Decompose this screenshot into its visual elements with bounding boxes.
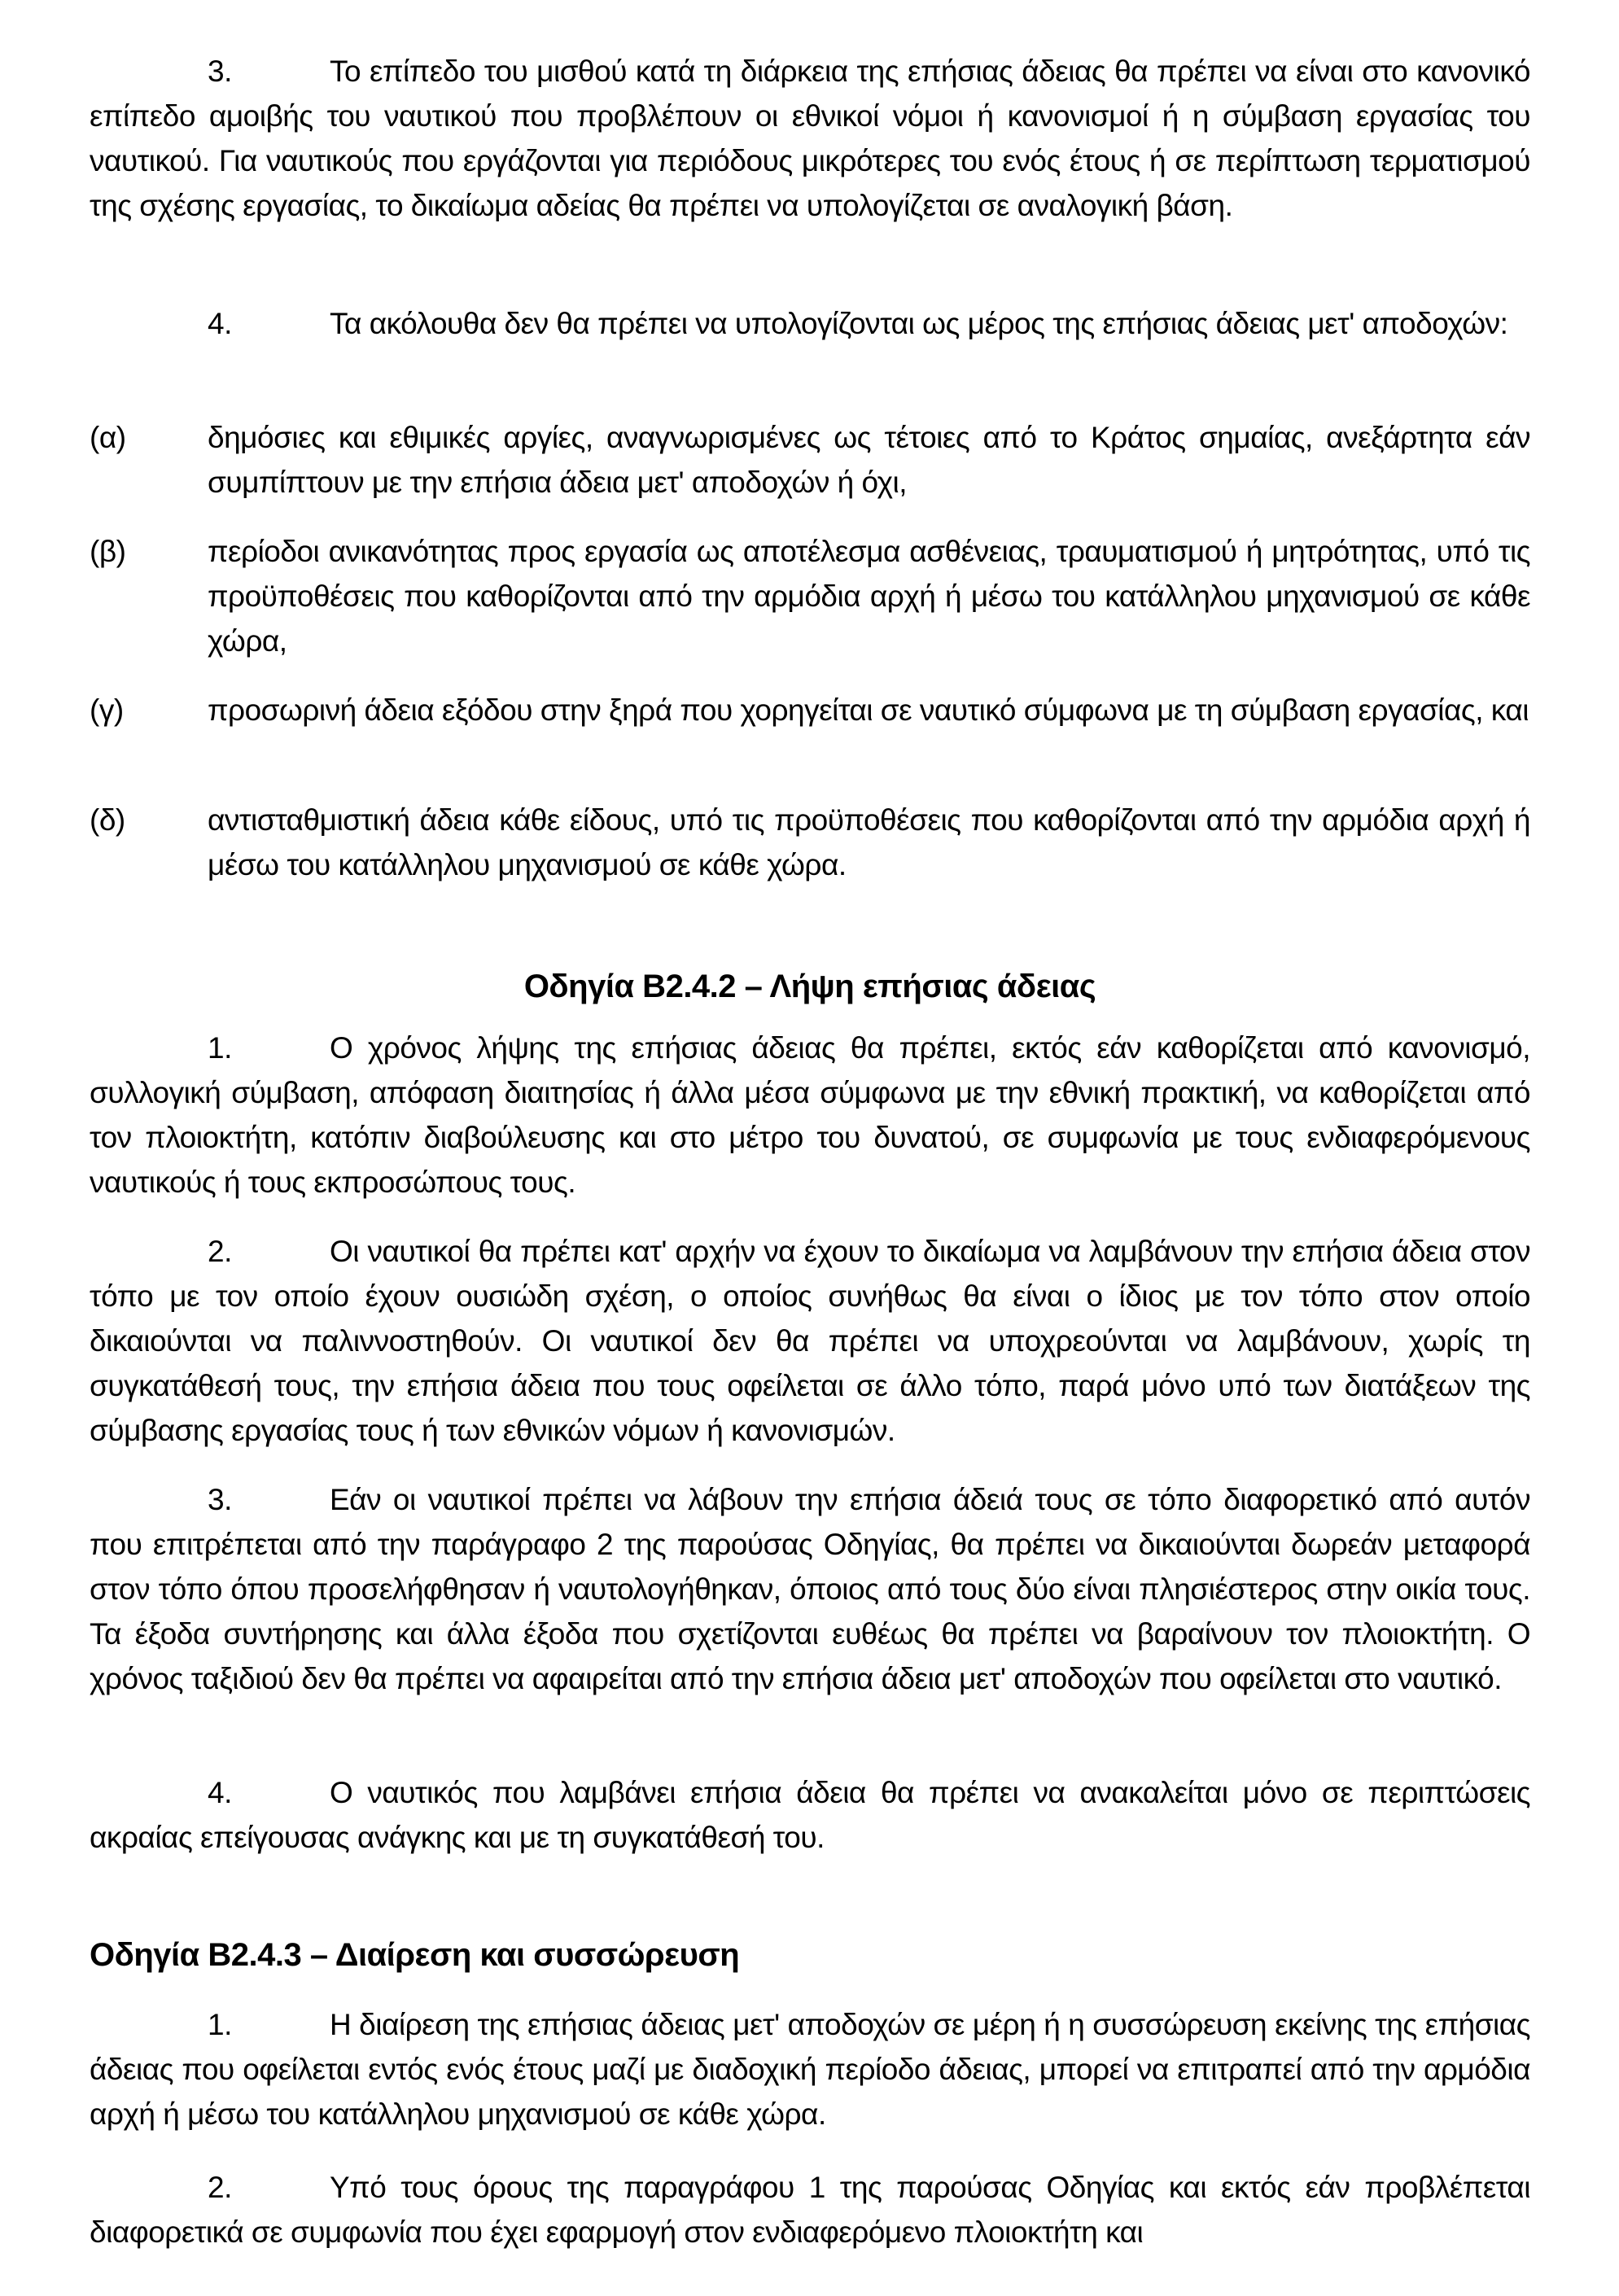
paragraph-text: Ο ναυτικός που λαμβάνει επήσια άδεια θα πρέπει να ανακαλείται μόνο σε περιπτώσεις ακραίας επείγουσας ανάγκης και με τη συγκατάθεσή του. xyxy=(90,1776,1530,1854)
list-text: περίοδοι ανικανότητας προς εργασία ως αποτέλεσμα ασθένειας, τραυματισμού ή μητρότητας, υπό τις προϋποθέσεις που καθορίζονται από την αρμόδια αρχή ή μέσω του κατάλληλου μηχανισμού σε κάθε χώρα, xyxy=(208,535,1530,658)
list-item-d xyxy=(90,798,1530,887)
paragraph-3 xyxy=(90,49,1530,228)
b243-paragraph-2 xyxy=(90,2165,1530,2254)
paragraph-text: Οι ναυτικοί θα πρέπει κατ' αρχήν να έχουν το δικαίωμα να λαμβάνουν την επήσια άδεια στον τόπο με τον οποίο έχουν ουσιώδη σχέση, ο οποίος συνήθως θα είναι ο ίδιος με τον τόπο στον οποίο δικαιούνται να παλιννοστηθούν. Οι ναυτικοί δεν θα πρέπει να υποχρεούνται να λαμβάνουν, χωρίς τη συγκατάθεσή τους, την επήσια άδεια που τους οφείλεται σε άλλο τόπο, παρά μόνο υπό των διατάξεων της σύμβασης εργασίας τους ή των εθνικών νόμων ή κανονισμών. xyxy=(90,1235,1530,1447)
paragraph-number: 1. xyxy=(208,1031,232,1065)
paragraph-number: 3. xyxy=(208,55,232,88)
list-label: (γ) xyxy=(90,693,124,727)
b242-paragraph-2 xyxy=(90,1229,1530,1453)
paragraph-number: 2. xyxy=(208,1235,232,1268)
list-label: (α) xyxy=(90,421,126,454)
b242-paragraph-1 xyxy=(90,1026,1530,1205)
paragraph-number: 4. xyxy=(208,1776,232,1809)
paragraph-4 xyxy=(90,301,1530,346)
section-heading-b243: Οδηγία Β2.4.3 – Διαίρεση και συσσώρευση xyxy=(90,1937,740,1973)
list-label: (β) xyxy=(90,535,126,568)
list-label: (δ) xyxy=(90,803,125,837)
paragraph-text: Υπό τους όρους της παραγράφου 1 της παρούσας Οδηγίας και εκτός εάν προβλέπεται διαφορετικά σε συμφωνία που έχει εφαρμογή στον ενδιαφερόμενο πλοιοκτήτη και xyxy=(90,2171,1530,2249)
list-item-a xyxy=(90,415,1530,505)
paragraph-number: 1. xyxy=(208,2008,232,2041)
paragraph-number: 4. xyxy=(208,307,232,340)
b243-paragraph-1 xyxy=(90,2002,1530,2136)
list-item-c xyxy=(90,688,1530,733)
list-text: δημόσιες και εθιμικές αργίες, αναγνωρισμένες ως τέτοιες από το Κράτος σημαίας, ανεξάρτητα εάν συμπίπτουν με την επήσια άδεια μετ' αποδοχών ή όχι, xyxy=(208,421,1530,499)
list-text: προσωρινή άδεια εξόδου στην ξηρά που χορηγείται σε ναυτικό σύμφωνα με τη σύμβαση εργασίας, και xyxy=(208,693,1529,727)
paragraph-text: Τα ακόλουθα δεν θα πρέπει να υπολογίζονται ως μέρος της επήσιας άδειας μετ' αποδοχών: xyxy=(330,307,1508,340)
paragraph-text: Εάν οι ναυτικοί πρέπει να λάβουν την επήσια άδειά τους σε τόπο διαφορετικό από αυτόν που επιτρέπεται από την παράγραφο 2 της παρούσας Οδηγίας, θα πρέπει να δικαιούνται δωρεάν μεταφορά στον τόπο όπου προσελήφθησαν ή ναυτολογήθηκαν, όποιος από τους δύο είναι πλησιέστερος στην οικία τους. Τα έξοδα συντήρησης και άλλα έξοδα που σχετίζονται ευθέως θα πρέπει να βαραίνουν τον πλοιοκτήτη. Ο χρόνος ταξιδιού δεν θα πρέπει να αφαιρείται από την επήσια άδεια μετ' αποδοχών που οφείλεται στο ναυτικό. xyxy=(90,1483,1530,1695)
list-text: αντισταθμιστική άδεια κάθε είδους, υπό τις προϋποθέσεις που καθορίζονται από την αρμόδια αρχή ή μέσω του κατάλληλου μηχανισμού σε κάθε χώρα. xyxy=(208,803,1530,881)
section-heading-b242: Οδηγία Β2.4.2 – Λήψη επήσιας άδειας xyxy=(523,969,1096,1004)
paragraph-number: 2. xyxy=(208,2171,232,2204)
paragraph-number: 3. xyxy=(208,1483,232,1516)
paragraph-text: Η διαίρεση της επήσιας άδειας μετ' αποδοχών σε μέρη ή η συσσώρευση εκείνης της επήσιας άδειας που οφείλεται εντός ενός έτους μαζί με διαδοχική περίοδο άδειας, μπορεί να επιτραπεί από την αρμόδια αρχή ή μέσω του κατάλληλου μηχανισμού σε κάθε χώρα. xyxy=(90,2008,1530,2131)
list-item-b xyxy=(90,529,1530,663)
b242-paragraph-4 xyxy=(90,1770,1530,1860)
b242-paragraph-3 xyxy=(90,1477,1530,1701)
paragraph-text: Ο χρόνος λήψης της επήσιας άδειας θα πρέπει, εκτός εάν καθορίζεται από κανονισμό, συλλογική σύμβαση, απόφαση διαιτησίας ή άλλα μέσα σύμφωνα με την εθνική πρακτική, να καθορίζεται από τον πλοιοκτήτη, κατόπιν διαβούλευσης και στο μέτρο του δυνατού, σε συμφωνία με τους ενδιαφερόμενους ναυτικούς ή τους εκπροσώπους τους. xyxy=(90,1031,1530,1199)
paragraph-text: Το επίπεδο του μισθού κατά τη διάρκεια της επήσιας άδειας θα πρέπει να είναι στο κανονικό επίπεδο αμοιβής του ναυτικού που προβλέπουν οι εθνικοί νόμοι ή κανονισμοί ή η σύμβαση εργασίας του ναυτικού. Για ναυτικούς που εργάζονται για περιόδους μικρότερες του ενός έτους ή σε περίπτωση τερματισμού της σχέσης εργασίας, το δικαίωμα αδείας θα πρέπει να υπολογίζεται σε αναλογική βάση. xyxy=(90,55,1530,222)
